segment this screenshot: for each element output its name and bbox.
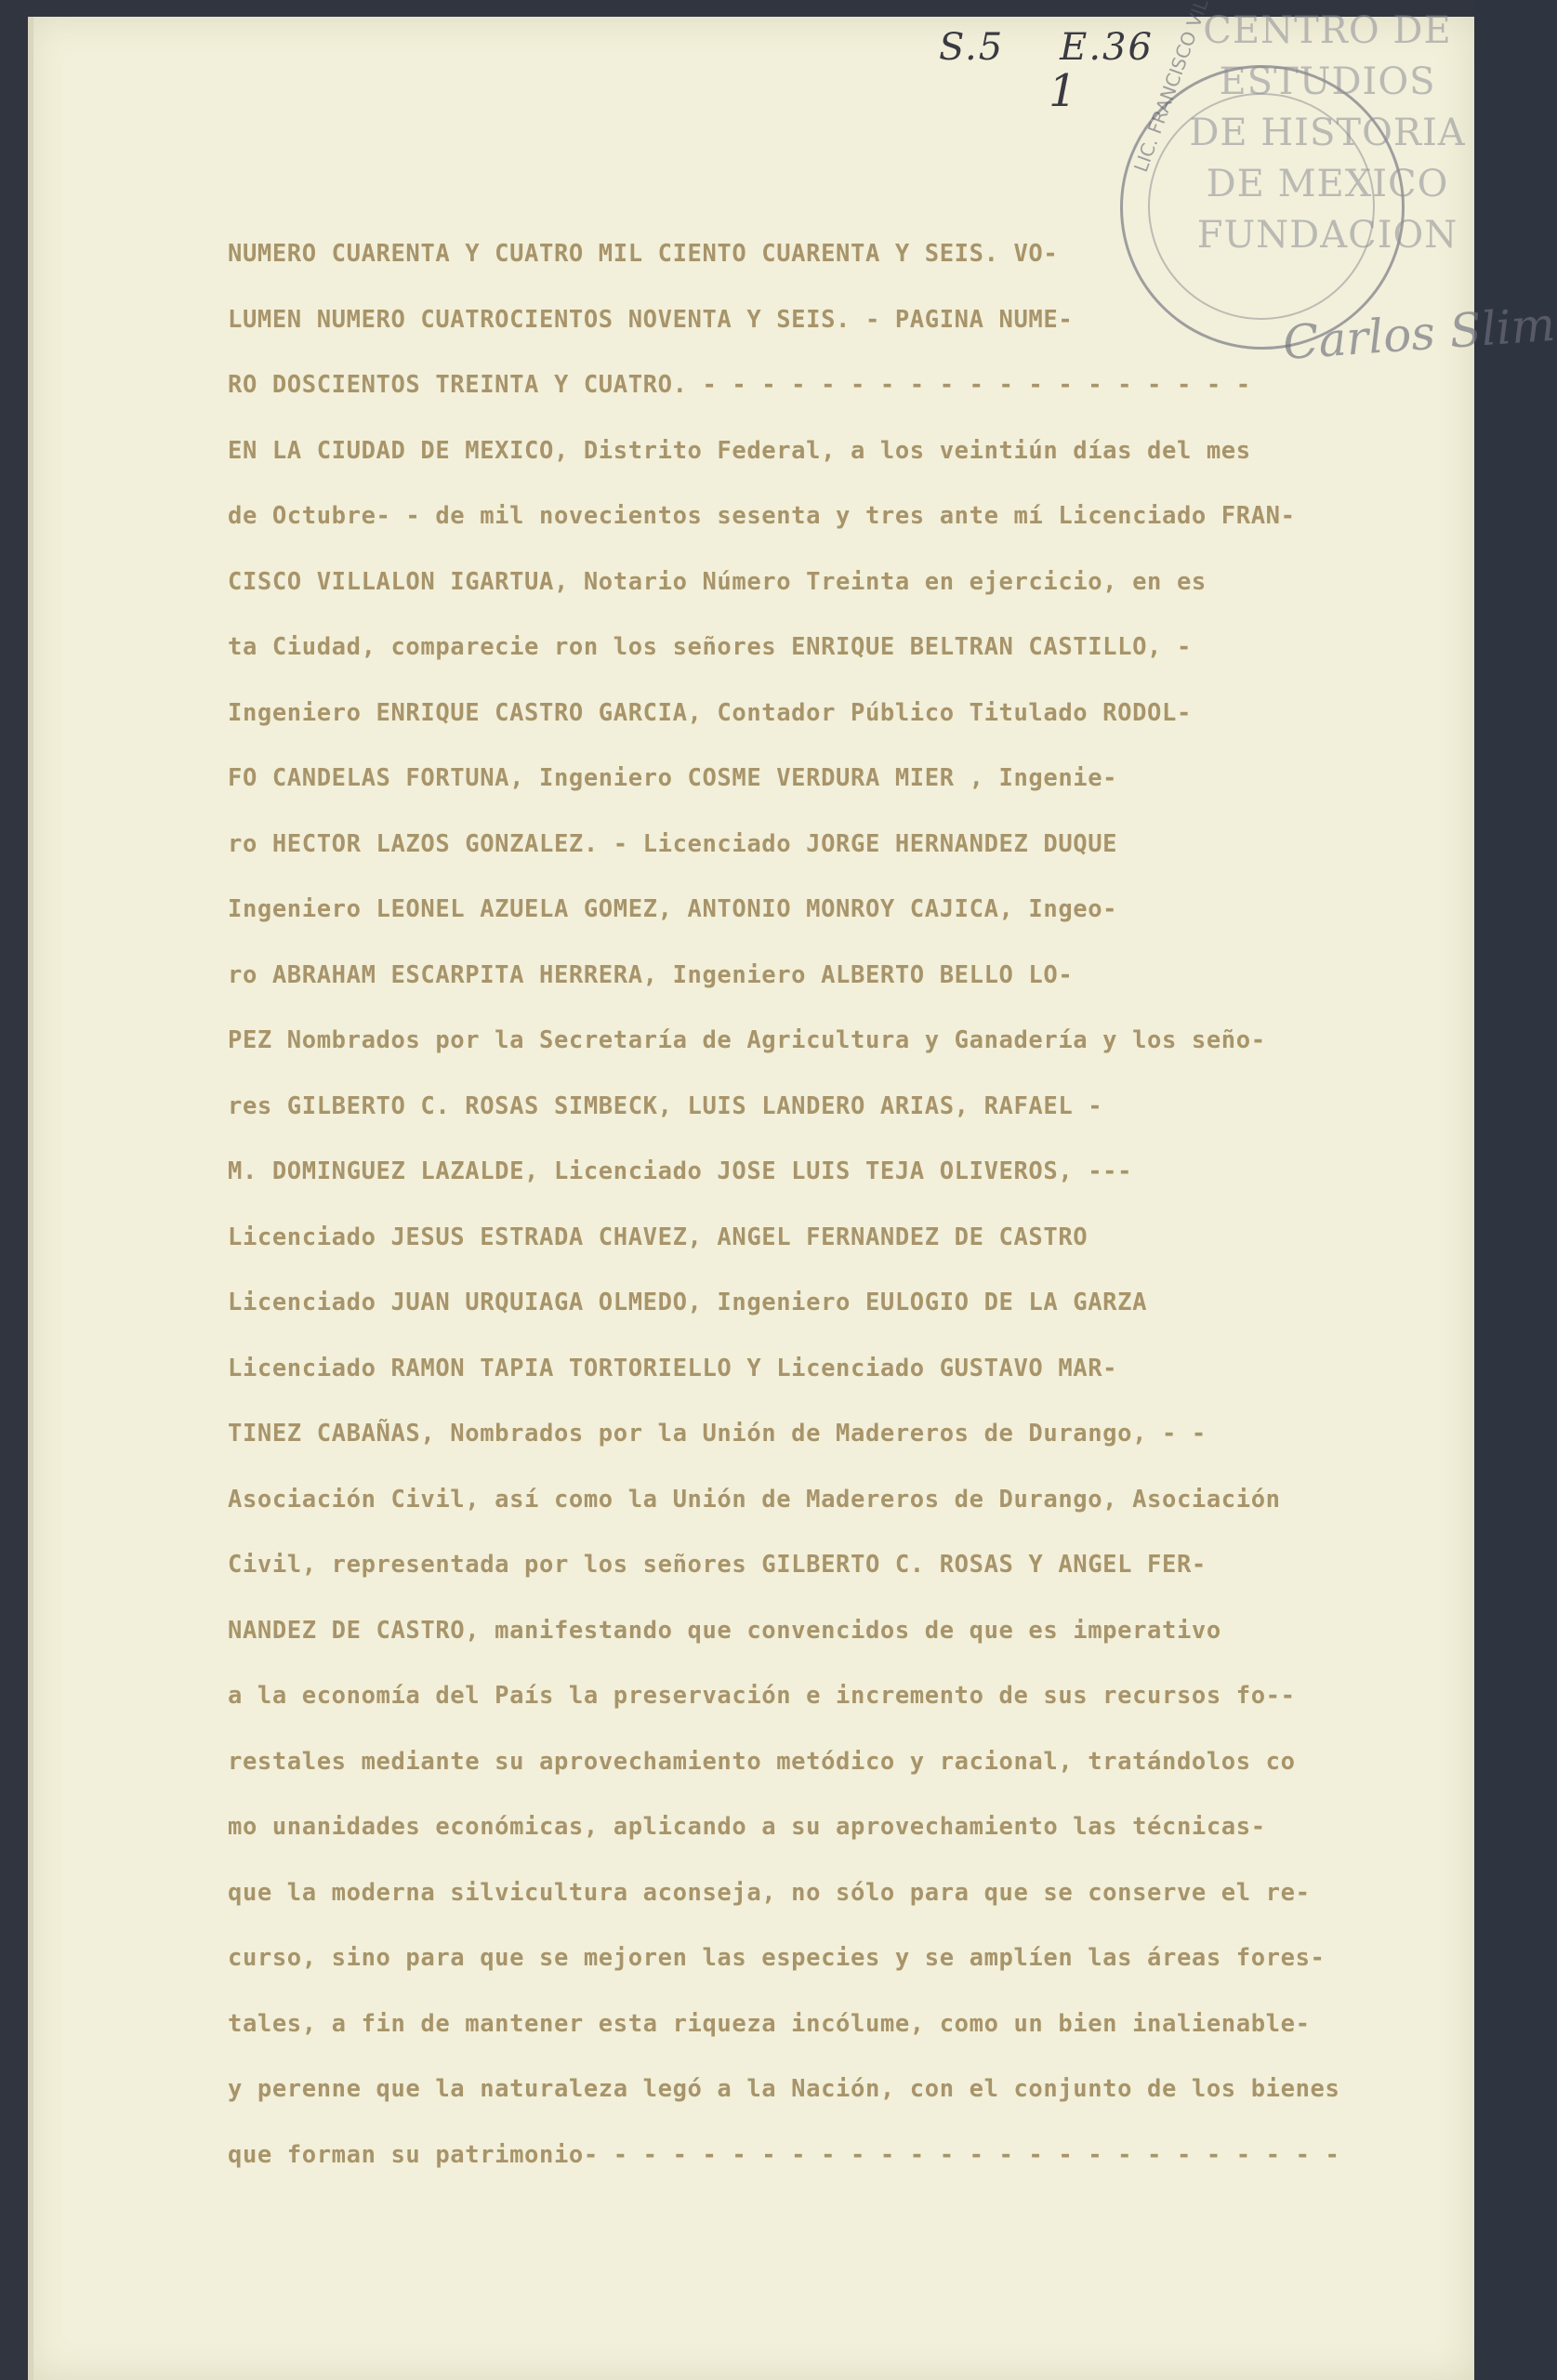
handwritten-reference bbox=[939, 26, 1154, 69]
document-line: EN LA CIUDAD DE MEXICO, Distrito Federal, a los veintiún días del mes bbox=[228, 436, 1251, 465]
document-line: ta Ciudad, comparecie ron los señores ENRIQUE BELTRAN CASTILLO, - bbox=[228, 633, 1192, 661]
document-line: CISCO VILLALON IGARTUA, Notario Número Treinta en ejercicio, en es bbox=[228, 567, 1207, 596]
document-line: restales mediante su aprovechamiento metódico y racional, tratándolos co bbox=[228, 1747, 1296, 1776]
document-line: Licenciado JESUS ESTRADA CHAVEZ, ANGEL FERNANDEZ DE CASTRO bbox=[228, 1223, 1089, 1251]
document-line: tales, a fin de mantener esta riqueza incólume, como un bien inalienable- bbox=[228, 2009, 1311, 2038]
document-line: Civil, representada por los señores GILBERTO C. ROSAS Y ANGEL FER- bbox=[228, 1551, 1207, 1579]
document-body bbox=[228, 221, 1340, 2188]
page-mark: 1 bbox=[1049, 65, 1077, 117]
document-line: Licenciado RAMON TAPIA TORTORIELLO Y Licenciado GUSTAVO MAR- bbox=[228, 1354, 1118, 1382]
document-line: ro HECTOR LAZOS GONZALEZ. - Licenciado JORGE HERNANDEZ DUQUE bbox=[228, 829, 1118, 858]
page-edge bbox=[28, 17, 33, 2380]
document-line: RO DOSCIENTOS TREINTA Y CUATRO. - - - - - - - - - - - - - - - - - - - bbox=[228, 371, 1251, 399]
document-line: curso, sino para que se mejoren las especies y se amplíen las áreas fores- bbox=[228, 1944, 1326, 1972]
document-line: Ingeniero LEONEL AZUELA GOMEZ, ANTONIO MONROY CAJICA, Ingeo- bbox=[228, 895, 1118, 923]
document-line: PEZ Nombrados por la Secretaría de Agricultura y Ganadería y los seño- bbox=[228, 1026, 1266, 1054]
document-line: NANDEZ DE CASTRO, manifestando que convencidos de que es imperativo bbox=[228, 1616, 1221, 1645]
handwritten-ref-b: E.36 bbox=[1060, 26, 1154, 69]
watermark-line: ESTUDIOS bbox=[1219, 60, 1436, 103]
document-line: que forman su patrimonio- - - - - - - - - - - - - - - - - - - - - - - - - - bbox=[228, 2140, 1340, 2169]
document-line: de Octubre- - de mil novecientos sesenta y tres ante mí Licenciado FRAN- bbox=[228, 502, 1296, 530]
document-line: TINEZ CABAÑAS, Nombrados por la Unión de Madereros de Durango, - - bbox=[228, 1420, 1207, 1448]
watermark-line: CENTRO DE bbox=[1203, 9, 1452, 52]
document-line: M. DOMINGUEZ LAZALDE, Licenciado JOSE LUIS TEJA OLIVEROS, --- bbox=[228, 1157, 1133, 1185]
document-line: ro ABRAHAM ESCARPITA HERRERA, Ingeniero ALBERTO BELLO LO- bbox=[228, 960, 1074, 989]
document-line: mo unanidades económicas, aplicando a su aprovechamiento las técnicas- bbox=[228, 1813, 1266, 1841]
document-line: y perenne que la naturaleza legó a la Nación, con el conjunto de los bienes bbox=[228, 2075, 1340, 2103]
watermark-line: FUNDACION bbox=[1196, 214, 1458, 257]
handwritten-ref-a: S.5 bbox=[939, 26, 1005, 69]
document-line: Licenciado JUAN URQUIAGA OLMEDO, Ingeniero EULOGIO DE LA GARZA bbox=[228, 1289, 1148, 1316]
document-line: res GILBERTO C. ROSAS SIMBECK, LUIS LANDERO ARIAS, RAFAEL - bbox=[228, 1091, 1103, 1120]
watermark-signature: Carlos Slim bbox=[1281, 297, 1557, 371]
document-line: Ingeniero ENRIQUE CASTRO GARCIA, Contador Público Titulado RODOL- bbox=[228, 698, 1192, 727]
document-line: FO CANDELAS FORTUNA, Ingeniero COSME VERDURA MIER , Ingenie- bbox=[228, 764, 1118, 792]
document-line: que la moderna silvicultura aconseja, no sólo para que se conserve el re- bbox=[228, 1878, 1311, 1907]
watermark-line: DE MEXICO bbox=[1206, 163, 1449, 205]
document-line: Asociación Civil, así como la Unión de Madereros de Durango, Asociación bbox=[228, 1485, 1281, 1514]
document-line: NUMERO CUARENTA Y CUATRO MIL CIENTO CUARENTA Y SEIS. VO- bbox=[228, 240, 1059, 268]
document-line: LUMEN NUMERO CUATROCIENTOS NOVENTA Y SEIS. - PAGINA NUME- bbox=[228, 305, 1074, 334]
watermark-line: DE HISTORIA bbox=[1189, 112, 1466, 154]
document-line: a la economía del País la preservación e incremento de sus recursos fo-- bbox=[228, 1682, 1296, 1710]
